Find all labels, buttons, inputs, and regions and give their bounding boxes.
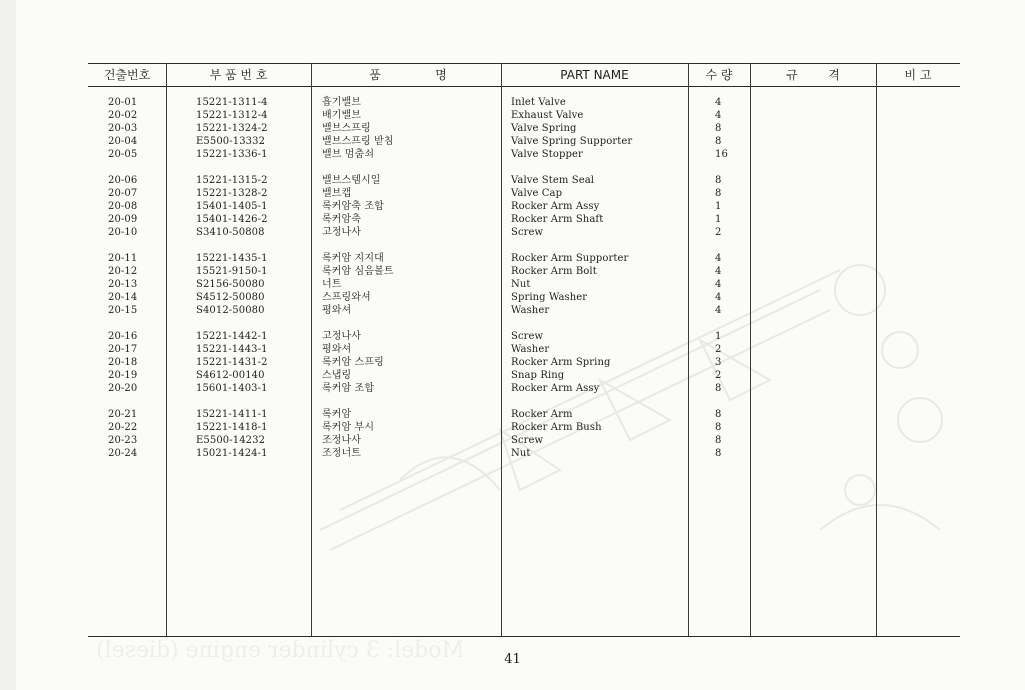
cell-quantity: 8 (715, 188, 722, 199)
cell-part-name: Rocker Arm (511, 409, 573, 420)
cell-quantity: 16 (715, 149, 728, 160)
cell-item-no: 20-11 (108, 253, 138, 264)
cell-korean-name: 록커암 스프링 (322, 357, 384, 368)
cell-part-number: E5500-14232 (196, 435, 266, 446)
cell-quantity: 8 (715, 123, 722, 134)
cell-korean-name: 스프링와셔 (322, 292, 371, 303)
cell-korean-name: 밸브스템시일 (322, 175, 381, 186)
cell-part-name: Spring Washer (511, 292, 588, 303)
cell-quantity: 8 (715, 435, 722, 446)
col-divider-4 (688, 63, 689, 636)
cell-item-no: 20-15 (108, 305, 138, 316)
cell-item-no: 20-20 (108, 383, 138, 394)
cell-part-number: 15221-1435-1 (196, 253, 268, 264)
cell-item-no: 20-19 (108, 370, 138, 381)
cell-quantity: 4 (715, 279, 722, 290)
cell-quantity: 1 (715, 214, 722, 225)
cell-item-no: 20-02 (108, 110, 138, 121)
cell-part-name: Washer (511, 344, 550, 355)
header-spec: 규 격 (786, 68, 840, 82)
cell-quantity: 4 (715, 266, 722, 277)
cell-quantity: 4 (715, 97, 722, 108)
cell-item-no: 20-24 (108, 448, 138, 459)
cell-korean-name: 고정나사 (322, 331, 362, 342)
cell-quantity: 8 (715, 175, 722, 186)
cell-part-number: 15221-1418-1 (196, 422, 268, 433)
cell-korean-name: 록커암축 조합 (322, 201, 384, 212)
cell-part-number: 15521-9150-1 (196, 266, 268, 277)
background-engine-drawing (300, 230, 1000, 590)
cell-part-number: 15221-1431-2 (196, 357, 268, 368)
cell-korean-name: 록커암 (322, 409, 352, 420)
col-divider-3 (501, 63, 502, 636)
cell-item-no: 20-03 (108, 123, 138, 134)
cell-part-number: 15221-1336-1 (196, 149, 268, 160)
cell-korean-name: 흡기밸브 (322, 97, 362, 108)
cell-item-no: 20-22 (108, 422, 138, 433)
cell-quantity: 2 (715, 227, 722, 238)
cell-quantity: 8 (715, 422, 722, 433)
cell-quantity: 4 (715, 253, 722, 264)
cell-part-name: Washer (511, 305, 550, 316)
cell-korean-name: 고정나사 (322, 227, 362, 238)
cell-korean-name: 밸브캡 (322, 188, 352, 199)
cell-item-no: 20-14 (108, 292, 138, 303)
cell-korean-name: 록커암 지지대 (322, 253, 384, 264)
cell-part-number: 15221-1443-1 (196, 344, 268, 355)
cell-korean-name: 록커암 심음볼트 (322, 266, 394, 277)
cell-item-no: 20-12 (108, 266, 138, 277)
cell-quantity: 1 (715, 331, 722, 342)
cell-item-no: 20-04 (108, 136, 138, 147)
header-korean-name-b: 명 (435, 68, 447, 82)
cell-item-no: 20-01 (108, 97, 138, 108)
cell-part-name: Rocker Arm Shaft (511, 214, 604, 225)
cell-part-name: Valve Cap (511, 188, 563, 199)
cell-part-number: 15221-1411-1 (196, 409, 268, 420)
cell-part-name: Valve Spring Supporter (511, 136, 633, 147)
header-remark: 비 고 (904, 68, 932, 82)
cell-part-name: Screw (511, 331, 544, 342)
cell-quantity: 1 (715, 201, 722, 212)
page-number: 41 (504, 652, 521, 667)
cell-korean-name: 밸브 멈춤쇠 (322, 149, 375, 160)
cell-korean-name: 록커암 조합 (322, 383, 375, 394)
cell-item-no: 20-21 (108, 409, 138, 420)
col-divider-2 (311, 63, 312, 636)
cell-item-no: 20-17 (108, 344, 138, 355)
cell-part-name: Nut (511, 448, 531, 459)
cell-item-no: 20-10 (108, 227, 138, 238)
cell-part-number: 15401-1405-1 (196, 201, 268, 212)
cell-part-name: Valve Spring (511, 123, 577, 134)
cell-part-number: E5500-13332 (196, 136, 266, 147)
cell-korean-name: 배기밸브 (322, 110, 362, 121)
cell-part-name: Screw (511, 227, 544, 238)
cell-item-no: 20-06 (108, 175, 138, 186)
cell-part-name: Rocker Arm Bush (511, 422, 602, 433)
cell-item-no: 20-13 (108, 279, 138, 290)
cell-part-name: Valve Stopper (511, 149, 583, 160)
cell-part-number: S4512-50080 (196, 292, 265, 303)
cell-part-number: 15221-1311-4 (196, 97, 268, 108)
cell-part-name: Nut (511, 279, 531, 290)
cell-quantity: 4 (715, 305, 722, 316)
col-divider-1 (166, 63, 167, 636)
header-part-name: PART NAME (560, 68, 629, 82)
cell-item-no: 20-07 (108, 188, 138, 199)
cell-part-number: 15221-1328-2 (196, 188, 268, 199)
cell-part-name: Rocker Arm Assy (511, 201, 600, 212)
cell-part-number: S2156-50080 (196, 279, 265, 290)
cell-part-name: Exhaust Valve (511, 110, 584, 121)
cell-part-number: 15601-1403-1 (196, 383, 268, 394)
header-rule (88, 86, 960, 87)
cell-korean-name: 스냅링 (322, 370, 352, 381)
cell-item-no: 20-16 (108, 331, 138, 342)
bleed-through-text: Model: 3 cylinder engine (diesel) (96, 638, 465, 663)
cell-part-number: 15221-1312-4 (196, 110, 268, 121)
cell-quantity: 8 (715, 136, 722, 147)
cell-part-number: 15221-1442-1 (196, 331, 268, 342)
cell-part-number: 15221-1315-2 (196, 175, 268, 186)
page-edge (0, 0, 16, 690)
cell-part-name: Rocker Arm Supporter (511, 253, 629, 264)
cell-korean-name: 너트 (322, 279, 342, 290)
cell-part-name: Rocker Arm Bolt (511, 266, 597, 277)
cell-quantity: 8 (715, 409, 722, 420)
cell-quantity: 2 (715, 370, 722, 381)
header-no: 건출번호 (103, 68, 151, 82)
header-qty: 수 량 (705, 68, 733, 82)
cell-quantity: 8 (715, 383, 722, 394)
cell-part-number: S4612-00140 (196, 370, 265, 381)
col-divider-6 (876, 63, 877, 636)
cell-quantity: 3 (715, 357, 722, 368)
cell-part-name: Snap Ring (511, 370, 565, 381)
cell-item-no: 20-08 (108, 201, 138, 212)
cell-quantity: 8 (715, 448, 722, 459)
cell-part-number: 15401-1426-2 (196, 214, 268, 225)
cell-korean-name: 록커암축 (322, 214, 362, 225)
table-bottom-rule (88, 636, 960, 637)
cell-korean-name: 조정너트 (322, 448, 362, 459)
cell-part-number: 15221-1324-2 (196, 123, 268, 134)
cell-korean-name: 조정나사 (322, 435, 362, 446)
cell-korean-name: 밸브스프링 (322, 123, 371, 134)
cell-item-no: 20-23 (108, 435, 138, 446)
cell-part-number: S3410-50808 (196, 227, 265, 238)
cell-part-name: Inlet Valve (511, 97, 566, 108)
col-divider-5 (750, 63, 751, 636)
cell-item-no: 20-18 (108, 357, 138, 368)
header-part-number: 부 품 번 호 (209, 68, 268, 82)
cell-korean-name: 록커암 부시 (322, 422, 375, 433)
cell-item-no: 20-05 (108, 149, 138, 160)
cell-quantity: 2 (715, 344, 722, 355)
cell-part-number: 15021-1424-1 (196, 448, 268, 459)
cell-korean-name: 평와셔 (322, 344, 352, 355)
cell-part-name: Valve Stem Seal (511, 175, 595, 186)
cell-part-number: S4012-50080 (196, 305, 265, 316)
cell-korean-name: 밸브스프링 받침 (322, 136, 394, 147)
cell-quantity: 4 (715, 292, 722, 303)
cell-quantity: 4 (715, 110, 722, 121)
cell-part-name: Rocker Arm Assy (511, 383, 600, 394)
cell-part-name: Screw (511, 435, 544, 446)
cell-item-no: 20-09 (108, 214, 138, 225)
header-korean-name-a: 품 (369, 68, 381, 82)
cell-part-name: Rocker Arm Spring (511, 357, 611, 368)
cell-korean-name: 평와셔 (322, 305, 352, 316)
